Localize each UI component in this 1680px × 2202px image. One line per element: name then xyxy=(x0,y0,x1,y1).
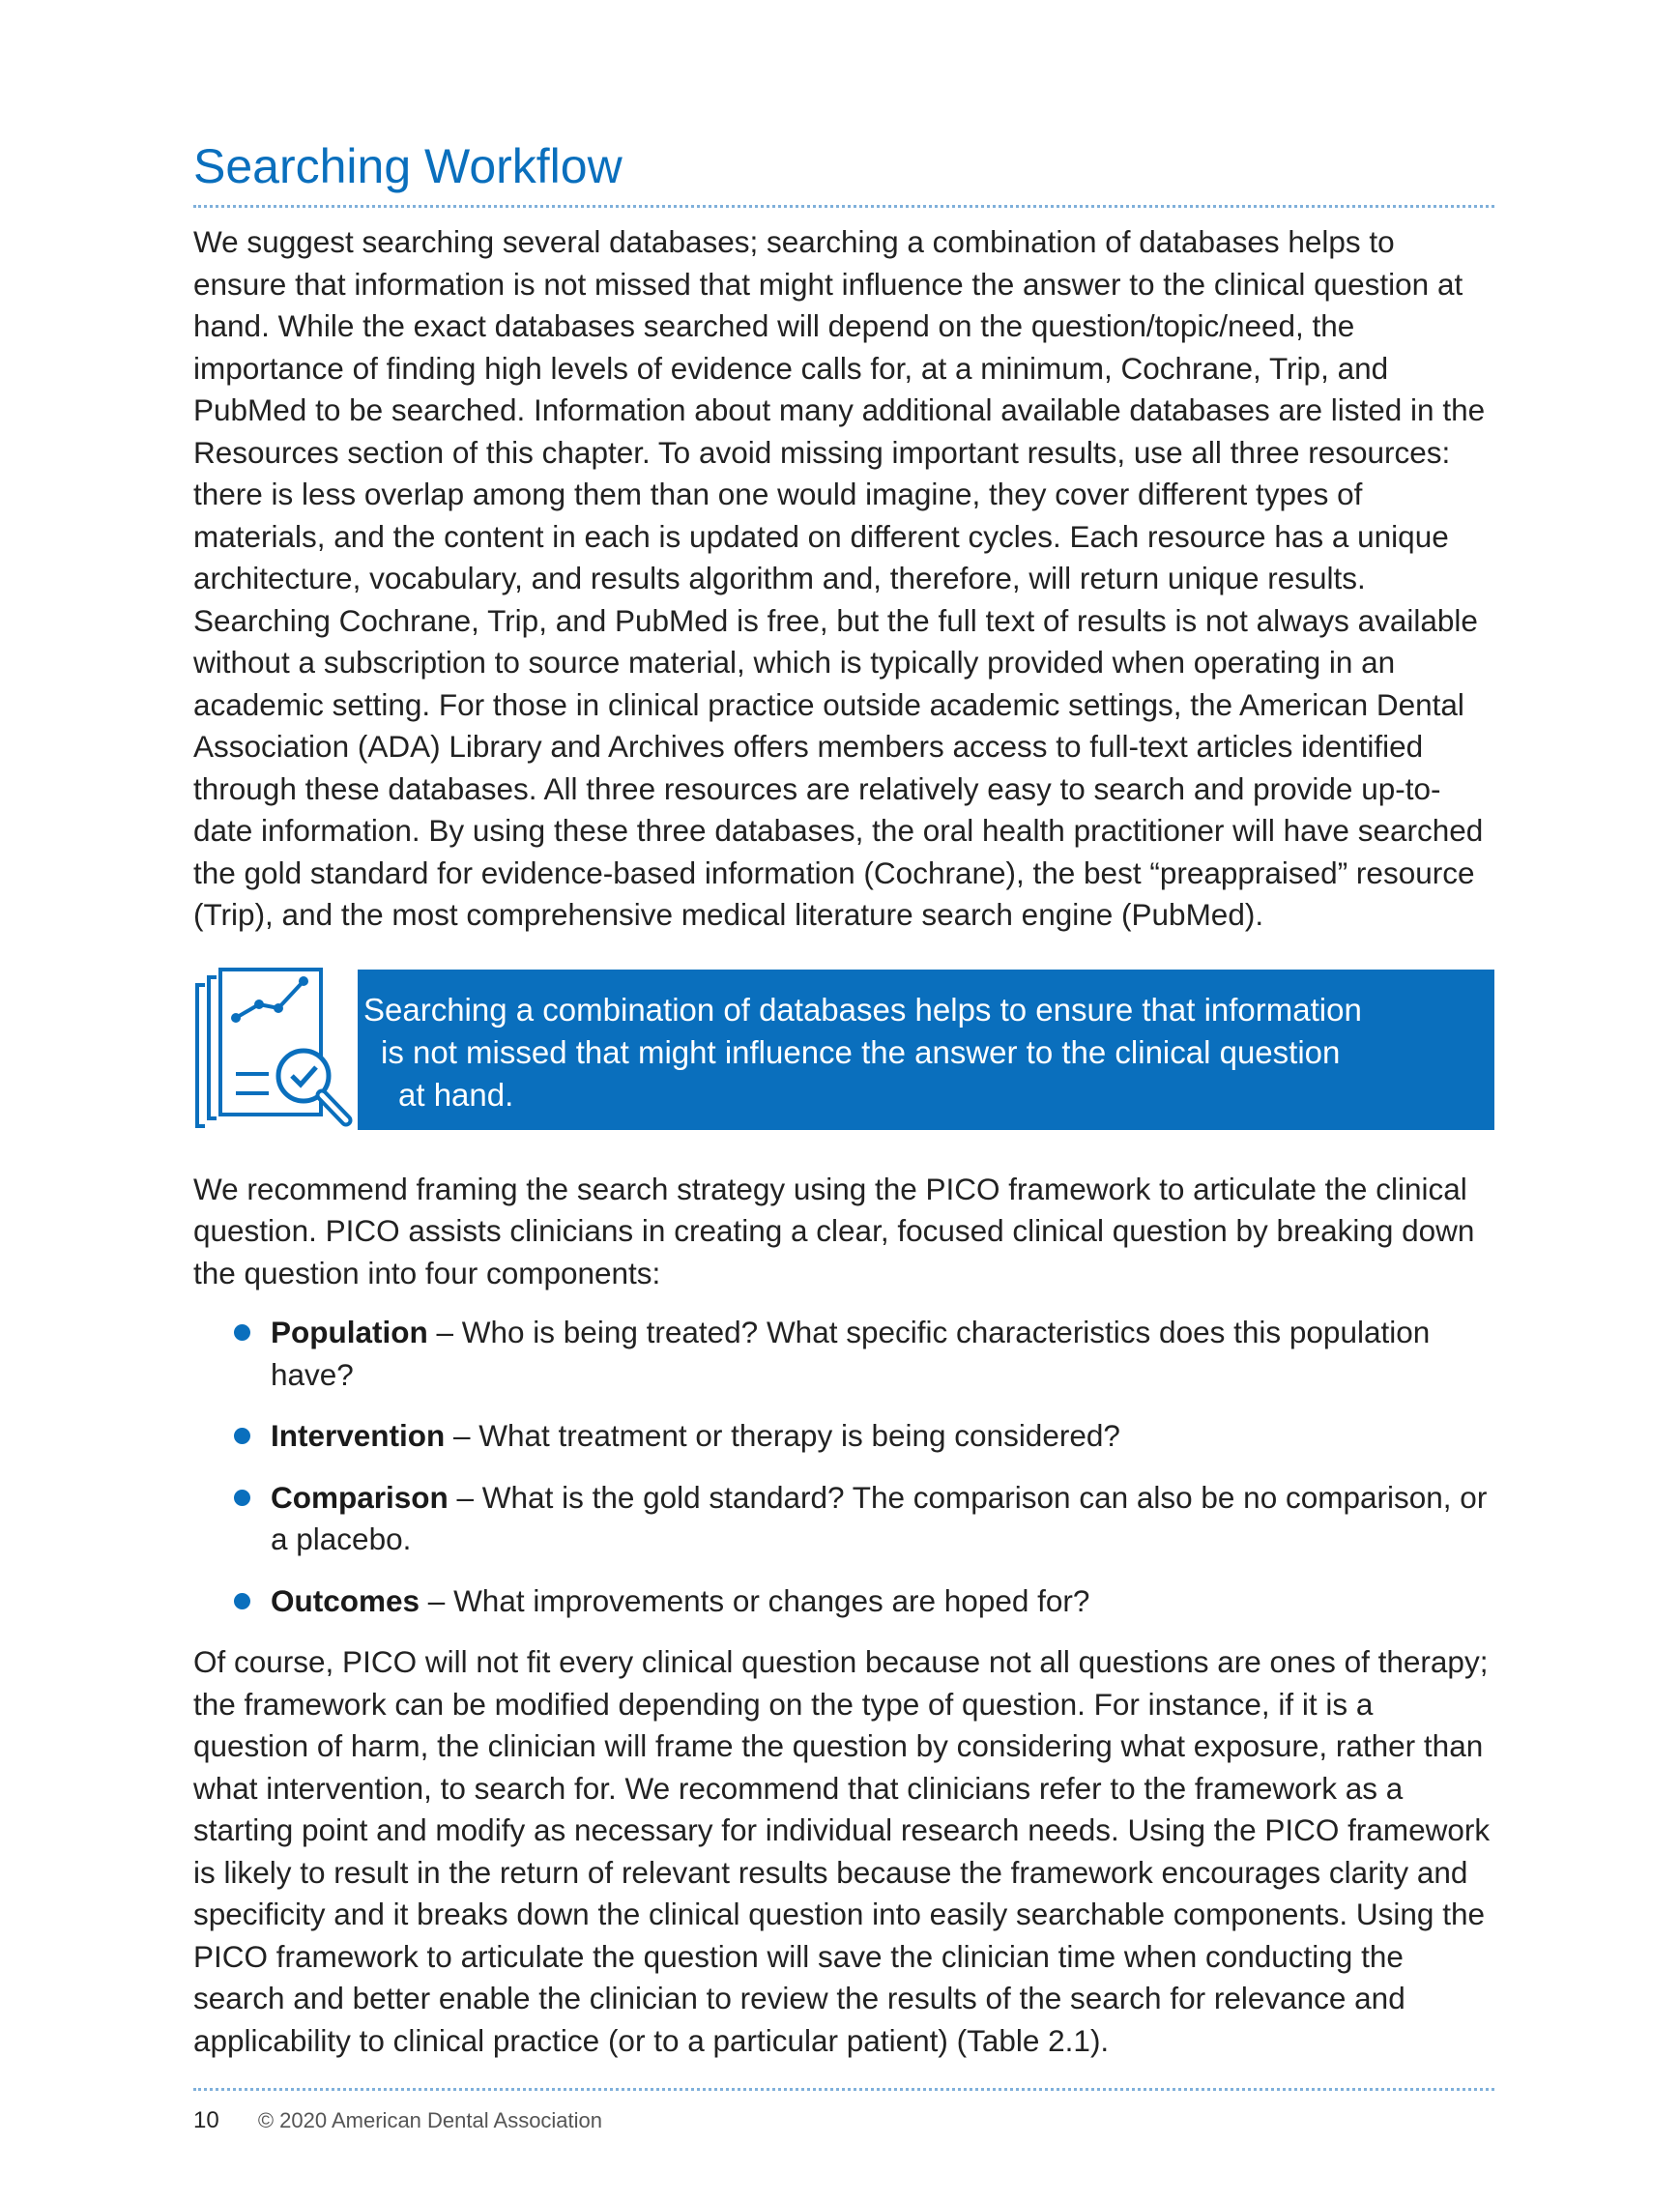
section-heading: Searching Workflow xyxy=(193,139,623,193)
pico-description: – What is the gold standard? The comparison can also be no comparison, or a placebo. xyxy=(271,1479,1488,1556)
pico-term: Intervention xyxy=(271,1418,446,1453)
intro-paragraph: We suggest searching several databases; searching a combination of databases helps to ensure that information is not missed that might influence the answer to the clinical question at hand. While the exact databases searched will depend on the question/topic/need, the importance of finding high levels of evidence calls for, at a minimum, Cochrane, Trip, and PubMed to be searched. Information about many additional available databases are listed in the Resources section of this chapter. To avoid missing important results, use all three resources: there is less overlap among them than one would imagine, they cover different types of materials, and the content in each is updated on different cycles. Each resource has a unique architecture, vocabulary, and results algorithm and, therefore, will return unique results. Searching Cochrane, Trip, and PubMed is free, but the full text of results is not always available without a subscription to source material, which is typically provided when operating in an academic setting. For those in clinical practice outside academic settings, the American Dental Association (ADA) Library and Archives offers members access to full-text articles identified through these databases. All three resources are relatively easy to search and provide up-to-date information. By using these three databases, the oral health practitioner will have searched the gold standard for evidence-based information (Cochrane), the best “preappraised” resource (Trip), and the most comprehensive medical literature search engine (PubMed). xyxy=(193,224,1486,932)
bullet-icon xyxy=(234,1593,250,1609)
list-item xyxy=(193,1312,1494,1396)
page-footer xyxy=(193,2107,602,2134)
list-item xyxy=(193,1477,1494,1561)
page-content xyxy=(193,135,1494,2062)
pico-description: – What treatment or therapy is being considered? xyxy=(445,1418,1120,1453)
pico-list xyxy=(193,1312,1494,1622)
footer-divider xyxy=(193,2088,1494,2091)
heading-divider xyxy=(193,205,1494,208)
callout-line-1: Searching a combination of databases helps to ensure that information xyxy=(363,991,1362,1028)
callout-line-3: at hand. xyxy=(398,1076,514,1113)
callout-text xyxy=(363,989,1446,1116)
pico-discussion-paragraph: Of course, PICO will not fit every clinical question because not all questions are ones of therapy; the framework can be modified depending on the type of question. For instance, if it is a question of harm, the clinician will frame the question by considering what exposure, rather than what intervention, to search for. We recommend that clinicians refer to the framework as a starting point and modify as necessary for individual research needs. Using the PICO framework is likely to result in the return of relevant results because the framework encourages clarity and specificity and it breaks down the clinical question into easily searchable components. Using the PICO framework to articulate the question will save the clinician time when conducting the search and better enable the clinician to review the results of the search for relevance and applicability to clinical practice (or to a particular patient) (Table 2.1). xyxy=(193,1644,1491,2058)
callout-line-2: is not missed that might influence the answer to the clinical question xyxy=(381,1033,1341,1070)
list-item xyxy=(193,1580,1494,1623)
page-number: 10 xyxy=(193,2107,219,2133)
pico-intro-paragraph: We recommend framing the search strategy using the PICO framework to articulate the clinical question. PICO assists clinicians in creating a clear, focused clinical question by breaking down the question into four components: xyxy=(193,1171,1475,1290)
pico-description: – What improvements or changes are hoped for? xyxy=(420,1582,1090,1618)
bullet-icon xyxy=(234,1428,250,1444)
pico-term: Outcomes xyxy=(271,1582,420,1618)
pico-term: Comparison xyxy=(271,1479,449,1515)
bullet-icon xyxy=(234,1490,250,1506)
pico-description: – Who is being treated? What specific characteristics does this population have? xyxy=(271,1315,1431,1392)
callout xyxy=(193,970,1494,1130)
bullet-icon xyxy=(234,1324,250,1341)
list-item xyxy=(193,1415,1494,1458)
pico-term: Population xyxy=(271,1315,428,1349)
document-chart-magnifier-check-icon xyxy=(186,966,389,1140)
copyright: © 2020 American Dental Association xyxy=(257,2108,603,2132)
